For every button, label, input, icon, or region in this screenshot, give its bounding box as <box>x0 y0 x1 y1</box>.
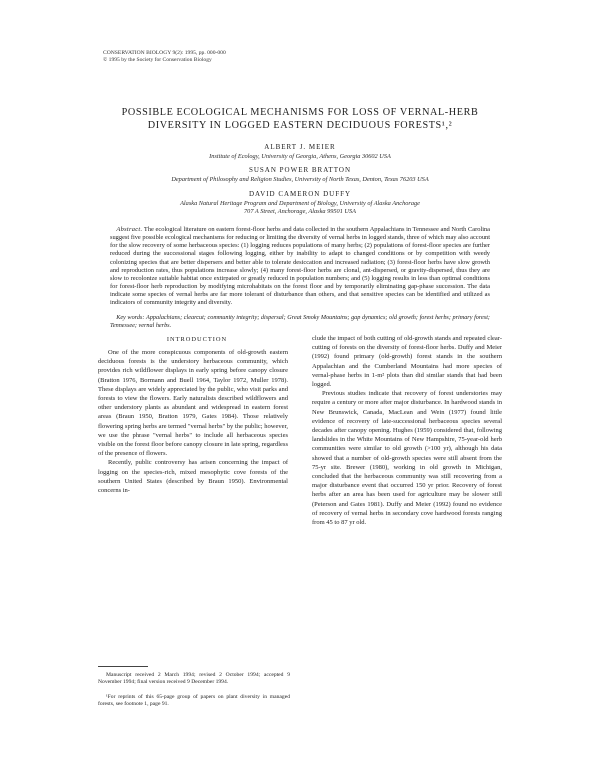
author-1-affiliation: Institute of Ecology, University of Georgia, Athens, Georgia 30602 USA <box>209 153 391 160</box>
keywords <box>110 314 490 330</box>
author-3-affiliation-line-1: Alaska Natural Heritage Program and Department of Biology, University of Alaska Anchorage <box>180 200 420 207</box>
intro-paragraph-3: Previous studies indicate that recovery of forest understories may require a century or more after major disturbance. In hardwood stands in New Brunswick, Canada, MacLean and Wein (1977) found little evidence of recovery of late-successional herbaceous species several decades after canopy opening. Hughes (1959) considered that, following landslides in the White Mountains of New Hampshire, 75-year-old herb communities were similar to old growth (>100 yr), although his data showed that a number of old-growth species were still absent from the 75-yr site. Brewer (1980), working in old growth in Michigan, concluded that the herbaceous community was still recovering from a major disturbance event that occurred 150 yr prior. Recovery of forest herbs after an area has been used for agriculture may be slower still (Peterson and Gates 1981). Duffy and Meier (1992) found no evidence of recovery of vernal herbs in secondary cove hardwood forests ranging from 45 to 87 yr old. <box>312 390 502 527</box>
footnote-rule <box>98 666 148 667</box>
journal-citation: CONSERVATION BIOLOGY 9(2): 1995, pp. 000-000 <box>103 50 226 56</box>
abstract-label: Abstract. <box>116 226 143 233</box>
author-1-name: ALBERT J. MEIER <box>264 143 336 151</box>
article-title-line-2: DIVERSITY IN LOGGED EASTERN DECIDUOUS FORESTS¹,² <box>147 120 453 131</box>
author-3-name: DAVID CAMERON DUFFY <box>248 190 352 198</box>
left-column <box>98 348 288 495</box>
intro-paragraph-1: One of the more conspicuous components of old-growth eastern deciduous forests is the understory herbaceous community, which provides rich wildflower displays in early spring before canopy closure (Bratton 1976, Bormann and Buell 1964, Taylor 1972, Muller 1978). These displays are widely appreciated by the public, who visit parks and forests to view the flowers. Early naturalists described wildflowers and other understory plants as abundant and widespread in eastern forest areas (Braun 1950, Bratton 1979, Gates 1984). Those relatively flowering spring herbs are termed "vernal herbs" by the public; however, we use the phrase "vernal herbs" to include all herbaceous species visible on the forest floor before canopy closure in late spring, regardless of the presence of flowers. <box>98 349 288 458</box>
abstract <box>110 226 490 308</box>
author-3-affiliation-line-2: 707 A Street, Anchorage, Alaska 99501 USA <box>244 208 356 215</box>
article-title-line-1: POSSIBLE ECOLOGICAL MECHANISMS FOR LOSS OF VERNAL-HERB <box>121 107 479 118</box>
intro-paragraph-continued: clude the impact of both cutting of old-growth stands and repeated clear-cutting of forests on the diversity of forest-floor herbs. Duffy and Meier (1992) found primary (old-growth) forest stands in the southern Appalachian and the Cumberland Mountains had more species of vernal-phase herbs in 1-m² plots than did similar stands that had been logged. <box>312 335 502 389</box>
copyright-notice: © 1995 by the Society for Conservation Biology <box>103 57 212 63</box>
author-2-affiliation: Department of Philosophy and Religion Studies, University of North Texas, Denton, Texas 76203 USA <box>171 176 429 183</box>
author-2-name: SUSAN POWER BRATTON <box>248 166 352 174</box>
footnote-reprints: ¹For reprints of this 65-page group of papers on plant diversity in managed forests, see footnote 1, page 91. <box>98 694 290 708</box>
footnote-manuscript-dates: Manuscript received 2 March 1994; revised 2 October 1994; accepted 9 November 1994; final version received 9 December 1994. <box>98 672 290 686</box>
keywords-label: Key words: <box>116 314 145 321</box>
right-column <box>312 334 502 527</box>
abstract-text: The ecological literature on eastern forest-floor herbs and data collected in the southern Appalachians in Tennessee and North Carolina suggest five possible ecological mechanisms for reducing or limiting the diversity of vernal herbs in logged stands, three of which may also account for the slow recovery of some herbaceous species: (1) logging reduces populations of many herbs; (2) populations of forest-floor species are further reduced during the successional stages following logging, either by inability to adapt to changed conditions or by competition with weedy colonizing species that are better dispersers and better able to tolerate desiccation and increased radiation; (3) forest-floor herbs have slow growth and reproduction rates, thus populations increase slowly; (4) many forest-floor herbs are clonal, ant-dispersed, or gravity-dispersed, thus they are slow to recolonize suitable habitat once extirpated or greatly reduced in population numbers; and (5) logging results in less than optimal conditions for forest-floor herb reproduction by modifying microhabitats on the forest floor and by temporarily eliminating gap-phase succession. The data indicate some species of vernal herbs are far more tolerant of disturbance than others, and that sensitive species can be identified and utilized as indicators of community integrity and diversity. <box>110 226 490 307</box>
intro-paragraph-2: Recently, public controversy has arisen concerning the impact of logging on the species-rich, mixed mesophytic cove forests of the southern United States (described by Braun 1950). Environmental concerns in- <box>98 459 288 495</box>
keywords-text: Appalachians; clearcut; community integrity; dispersal; Great Smoky Mountains; gap dynamics; old growth; forest herbs; primary forest; Tennessee; vernal herbs. <box>110 314 490 330</box>
introduction-heading: INTRODUCTION <box>166 336 228 343</box>
